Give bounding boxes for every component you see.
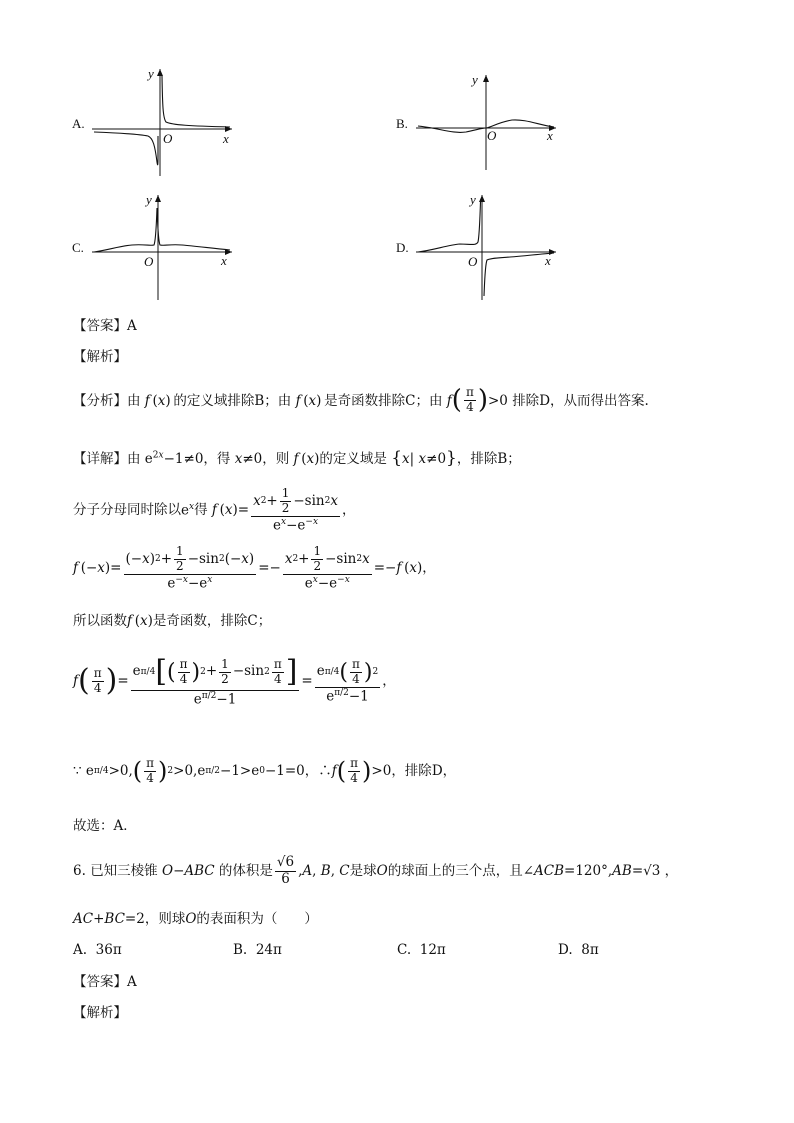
math-fx-eq: f ( x )= x 2 + $\frac{1}{2}$ −sin 2 x $e^x-e^{-x}$ ， [211,486,356,534]
since-text: ，排除 [391,763,432,780]
analysis-text: D，从而得出答案. [539,392,649,409]
option-value: 24π [255,942,282,958]
option-label: D. [558,942,573,958]
graph-b-plot [394,70,564,182]
answer-value: A [127,318,137,334]
divide-text: 分子分母同时除以 [73,502,181,519]
origin-label: O [163,131,173,146]
y-axis-label: y [472,72,478,87]
f-pi4-formula: f ( $\frac{\pi}{4}$ ) = e π/4 [ ( $\frac{\pi}{4}$ ) 2 + $\frac{1}{2}$ −sin 2 $\frac{\pi}{4}$ ] $e^{\pi/2}-1$ = e π/4 ( $\frac{\pi}{4}$ ) 2 $e^{\pi/2}-1$ ， [73,654,396,707]
option-value: 8π [581,942,599,958]
analysis-line [73,385,649,416]
math-volume: $\frac{√6}{6}$ [276,854,295,887]
q6-line1 [73,855,678,887]
math-since: ∵ e π/4 >0, ( $\frac{\pi}{4}$ ) 2 >0,e π/2 −1>e 0 −1=0，∴ f ( $\frac{\pi}{4}$ ) >0 [73,756,392,785]
detail-text: ，得 [203,451,231,467]
graph-a-plot [70,66,240,178]
detail-text: 由 [127,451,141,467]
math-O: O [185,911,197,927]
origin-label: O [487,128,497,143]
math-O: O [376,862,388,879]
q6-text: 的体积是 [218,862,273,879]
graph-d [394,190,564,302]
option-c[interactable] [397,942,446,958]
math-pyramid: O−ABC [161,862,215,879]
math-x-ne-0: x≠0 [234,451,263,467]
odd-text: 所以函数 [73,613,127,629]
math-ex: $e^x$ [181,501,195,519]
math-domain: { [391,448,403,468]
simplified-fraction: e π/4 ( $\frac{\pi}{4}$ ) 2 $e^{\pi/2}-1$ [316,656,379,705]
option-a[interactable] [73,942,122,958]
option-label: A. [73,942,88,958]
option-label: C. [397,942,412,958]
option-label: B. [233,942,248,958]
answer-value: A [127,974,137,990]
jiexi2-heading: 【解析】 [73,1005,127,1021]
option-b[interactable] [233,942,282,958]
analysis-text: C；由 [405,392,443,409]
graph-a [70,66,240,178]
math-fx: f (x) [295,392,325,409]
x-axis-label: x [545,253,551,268]
math-fx: f (x) [127,613,153,629]
q6-text: 的球面上的三个点，且 [387,862,523,879]
graph-label: B. [396,116,408,131]
graph-d-plot [394,190,564,302]
q6-text: ，则球 [144,911,186,927]
q6-text: 已知三棱锥 [90,862,158,879]
guxuan-line: 故选：A． [73,818,137,834]
divide-text: 得 [194,502,208,519]
odd-conclusion [73,613,271,629]
y-axis-label: y [146,192,152,207]
detail-text: 的定义域是 [319,451,387,467]
math-exp: $e^{2x}-1\ne 0$ [144,450,204,467]
detail-line: 【详解】由 $e^{2x}-1\ne 0$，得 x≠0，则 f (x)的定义域是 {x| x≠0}，排除B； [73,448,521,468]
option-value: 36π [95,942,122,958]
math-domain-body: x| x≠0 [402,451,447,467]
y-axis-label: y [470,192,476,207]
x-axis-label: x [223,131,229,146]
analysis-tag: 【分析】 [73,392,127,409]
q6-number: 6. [73,862,86,879]
answer-tag: 【答案】 [73,318,127,334]
detail-text: ，则 [262,451,290,467]
divide-line [73,487,356,534]
analysis-text: 由 [127,392,141,409]
math-points: ,A, B, C [298,862,350,879]
graph-label: C. [72,240,84,255]
odd-derivation [73,545,436,592]
detail-text: B； [497,451,521,467]
big-fraction: e π/4 [ ( $\frac{\pi}{4}$ ) 2 + $\frac{1}{2}$ −sin 2 $\frac{\pi}{4}$ ] $e^{\pi/2}-1$ [132,654,298,707]
q6-text: 是球 [349,862,377,879]
analysis-text: B；由 [254,392,292,409]
since-text: D， [431,763,457,780]
detail-tag: 【详解】 [73,451,127,467]
x-axis-label: x [221,253,227,268]
math-f-neg-x: f (− x )= (− x ) 2 + $\frac{1}{2}$ −sin 2 (− x ) $e^{-x}-e^x$ =− x 2 + $\frac{1}{2}$ −sin 2 x $e^x-e^{-x}$ =− f ( x )， [73,544,436,592]
graph-b [394,70,564,182]
math-angle: ∠ACB=120°,AB=√3 ， [522,862,679,879]
math-fx: f (x) [144,392,174,409]
option-value: 12π [419,942,446,958]
math-f-pi4: f ( $\frac{\pi}{4}$ ) >0 [446,385,513,415]
math-sum: AC+BC=2 [73,911,145,927]
odd-text: 是奇函数，排除 [152,613,248,629]
analysis-text: 排除 [512,392,540,409]
analysis-text: 是奇函数排除 [324,392,406,409]
graph-label: D. [396,240,409,255]
y-axis-label: y [148,66,154,81]
odd-text: C； [247,613,272,629]
answer-line [73,318,137,334]
answer-tag: 【答案】 [73,974,127,990]
q6-text: 的表面积为（ ） [196,911,318,927]
answer2-line [73,974,137,990]
analysis-text: 的定义域排除 [173,392,255,409]
origin-label: O [468,254,478,269]
graph-c [70,190,240,302]
graph-c-plot [70,190,240,302]
option-d[interactable] [558,942,599,958]
x-axis-label: x [547,128,553,143]
math-fx: f (x) [293,451,320,467]
detail-text: ，排除 [456,451,498,467]
since-line [73,757,456,786]
q6-line2 [73,911,318,927]
jiexi-heading: 【解析】 [73,349,127,365]
graph-label: A. [72,116,85,131]
origin-label: O [144,254,154,269]
